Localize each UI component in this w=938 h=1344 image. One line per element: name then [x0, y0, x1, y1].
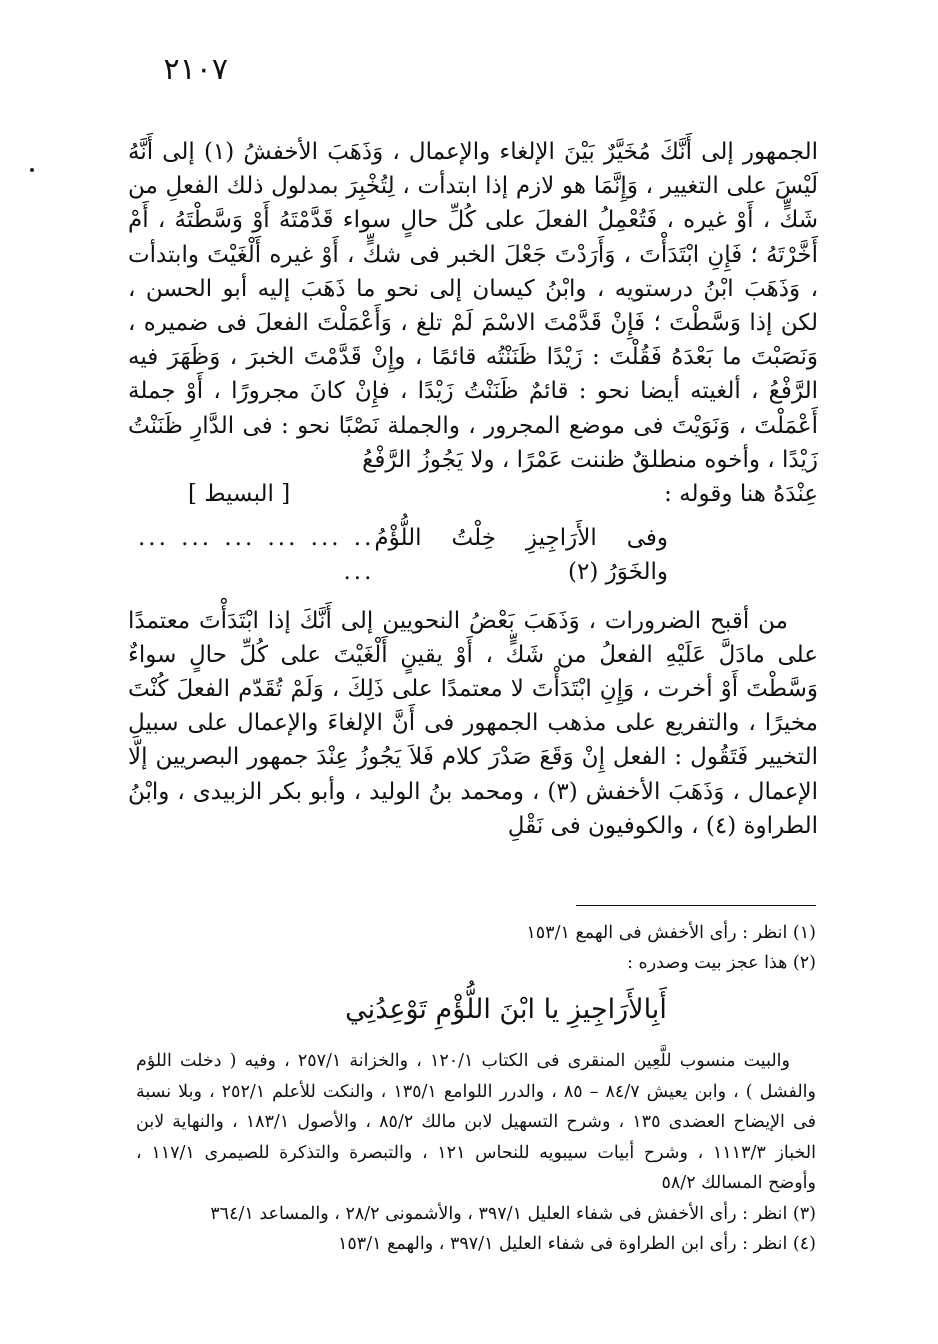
scan-speck	[30, 168, 34, 172]
footnotes	[136, 918, 816, 1259]
paragraph-2: من أقبح الضرورات ، وَذَهَبَ بَعْضُ النحويين إلى أَنَّكَ إذا ابْتَدَأْتَ معتمدًا على مادَلَّ عَلَيْهِ الفعلُ من شَكٍّ ، أَوْ يقينٍ أَلْغَيْتَ على كُلِّ حالٍ سواءٌ وَسَّطْتَ أَوْ أخرت ، وَإِنِ ابْتَدَأْتَ لا معتمدًا على ذَلِكَ ، وَلَمْ تُقَدّم الفعلَ كُنْتَ مخيرًا ، والتفريع على مذهب الجمهور فى أَنَّ الإلغاءَ والإعمال على سبيلِ التخيير فَتَقُول : الفعل إِنْ وَقَعَ صَدْرَ كلام فَلاَ يَجُوزُ عِنْدَ جمهور البصريين إلّا الإعمال ، وَذَهَبَ الأخفش (٣) ، ومحمد بنُ الوليد ، وأبو بكر الزبيدى ، وابْنُ الطراوة (٤) ، والكوفيون فى نَقْلِ	[128, 607, 818, 839]
footnote-3: (٣) انظر : رأى الأخفش فى شفاء العليل ٣٩٧/١ ، والأشمونى ٢٨/٢ ، والمساعد ٣٦٤/١	[210, 1203, 816, 1224]
footnote-2-verse: أَبِالأَرَاجِيزِ يا ابْنَ اللُّؤْمِ تَوْعِدُنِي	[345, 994, 667, 1025]
page-number: ٢١٠٧	[163, 52, 228, 87]
quoted-verse	[128, 521, 818, 589]
footnote-2: (٢) هذا عجز بيت وصدره :	[627, 953, 816, 973]
footnote-4: (٤) انظر : رأى ابن الطراوة فى شفاء العليل ٣٩٧/١ ، والهمع ١٥٣/١	[338, 1233, 816, 1254]
verse-ellipsis: .. ... ... ... ... ... ...	[138, 525, 375, 586]
footnote-2-sources: والبيت منسوب للَّعِين المنقرى فى الكتاب ١٢٠/١ ، والخزانة ٢٥٧/١ ، وفيه ( دخلت اللؤم والفشل ) ، وابن يعيش ٨٤/٧ – ٨٥ ، والدرر اللوامع ١٣٥/١ ، والنكت للأعلم ٢٥٢/١ ، وبلا نسبة فى الإيضاح العضدى ١٣٥ ، وشرح التسهيل لابن مالك ٨٥/٢ ، والأصول ١٨٣/١ ، والنهاية لابن الخباز ١١١٣/٣ ، وشرح أبيات سيبويه للنحاس ١٢١ ، والتبصرة والتذكرة للصيمرى ١١٧/١ ، وأوضح المسالك ٥٨/٢	[136, 1051, 816, 1193]
meter-label: [ البسيط ]	[188, 481, 291, 508]
footnote-1: (١) انظر : رأى الأخفش فى الهمع ١٥٣/١	[526, 923, 816, 943]
main-text	[128, 135, 818, 843]
footnote-divider	[576, 905, 816, 906]
paragraph-1-end: عِنْدَهُ هنا وقوله :	[664, 481, 818, 508]
verse-intro-row	[128, 477, 818, 511]
paragraph-1: الجمهور إلى أَنَّكَ مُخَيَّرٌ بَيْنَ الإلغاء والإعمال ، وَذَهَبَ الأخفشُ (١) إلى أَنَّهُ لَيْسَ على التغيير ، وَإِنَّمَا هو لازم إذا ابتدأت ، لِتُخْبِرَ بمدلول ذلك الفعلِ من شَكٍّ ، أَوْ غيره ، فَتُعْمِلُ الفعلَ على كُلِّ حالٍ سواء قَدَّمْتَهُ أَوْ وَسَّطْتَهُ ، أَمْ أَخَّرْتَهُ ؛ فَإِنِ ابْتَدَأْتَ ، وَأَرَدْتَ جَعْلَ الخبر فى شكٍّ ، أَوْ غيره أَلْغَيْتَ وابتدأت ، وَذَهَبَ ابْنُ درستويه ، وابْنُ كيسان إلى نحو ما ذَهَبَ إليه أبو الحسن ، لكن إذا وَسَّطْتَ ؛ فَإِنْ قَدَّمْتَ الاسْمَ لَمْ تلغ ، وَأَعْمَلْتَ الفعلَ فى ضميره ، وَنَصَبْتَ ما بَعْدَهُ فَقُلْتَ : زَيْدًا ظَنَنْتُه قائمًا ، وإِنْ قَدَّمْتَ الخبرَ ، وَظَهَرَ فيه الرَّفْعُ ، ألغيته أيضا نحو : قائمٌ ظَنَنْتُ زَيْدًا ، فإِنْ كانَ مجرورًا ، أَوْ جملة أَعْمَلْتَ ، وَنَوَيْتَ فى موضع المجرور ، والجملة نَصْبًا نحو : فى الدَّارِ ظَنَنْتُ زَيْدًا ، وأخوه منطلقٌ ظننت عَمْرًا ، ولا يَجُوزُ الرَّفْعُ	[128, 139, 818, 473]
verse-text: وفى الأَرَاجِيزِ خِلْتُ اللُّؤْمُ والخَوَرُ (٢)	[374, 525, 668, 586]
